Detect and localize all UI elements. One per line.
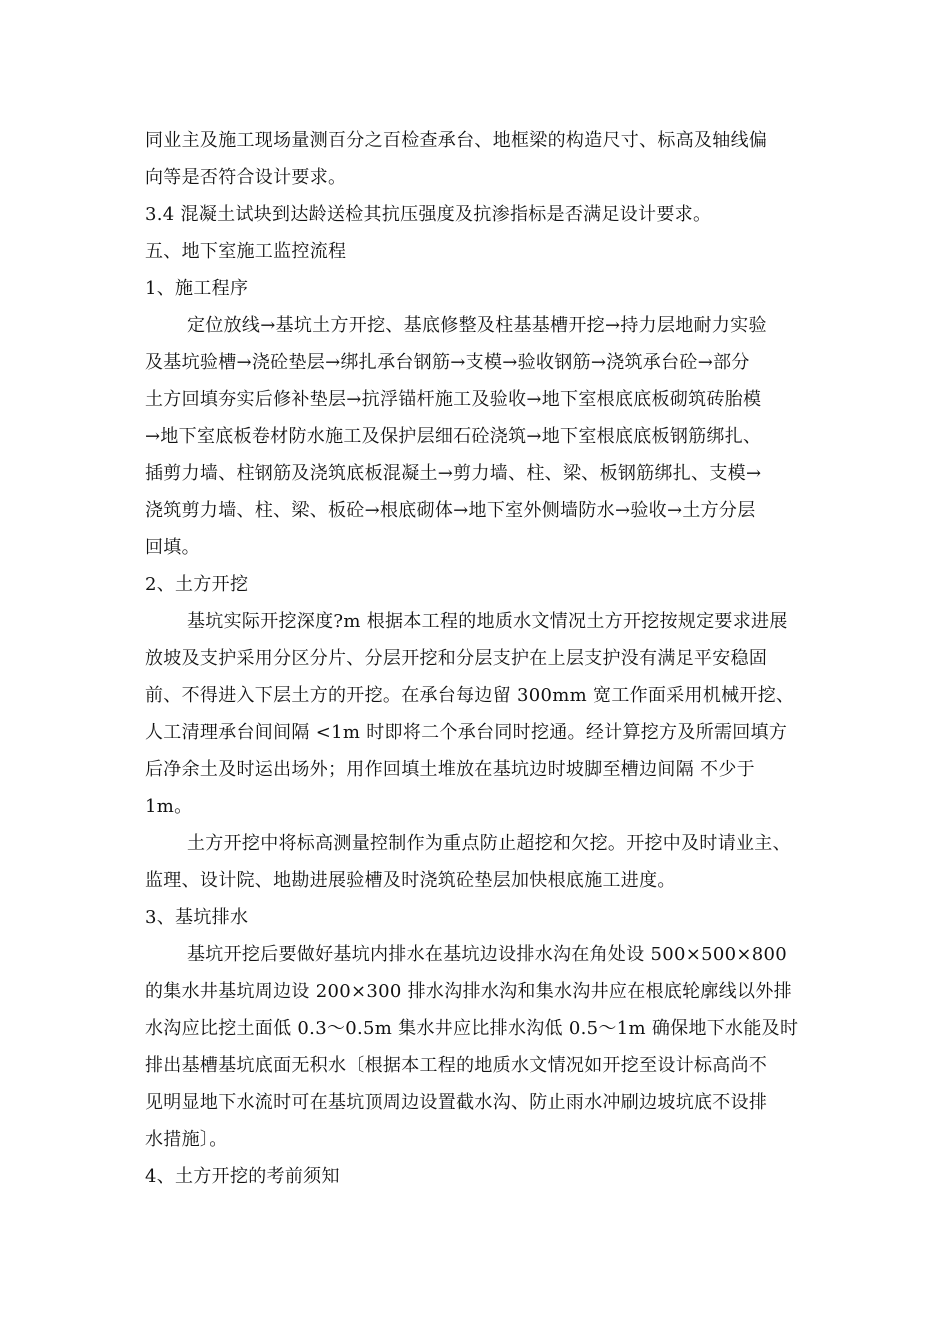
text-line: →地下室底板卷材防水施工及保护层细石砼浇筑→地下室根底底板钢筋绑扎、 bbox=[145, 426, 762, 447]
subsection-heading: 1、施工程序 bbox=[145, 278, 249, 299]
subsection-heading: 2、土方开挖 bbox=[145, 574, 249, 595]
text-line: 基坑开挖后要做好基坑内排水在基坑边设排水沟在角处设 500×500×800 bbox=[187, 944, 788, 965]
text-line: 的集水井基坑周边设 200×300 排水沟排水沟和集水沟井应在根底轮廓线以外排 bbox=[145, 981, 792, 1002]
text-line: 水措施〕。 bbox=[145, 1129, 228, 1150]
section-heading: 3.4 混凝土试块到达龄送检其抗压强度及抗渗指标是否满足设计要求。 bbox=[145, 204, 712, 225]
text-line: 排出基槽基坑底面无积水〔根据本工程的地质水文情况如开挖至设计标高尚不 bbox=[145, 1055, 768, 1076]
document-body bbox=[145, 122, 825, 1195]
text-line: 监理、设计院、地勘进展验槽及时浇筑砼垫层加快根底施工进度。 bbox=[145, 870, 676, 891]
text-line: 基坑实际开挖深度?m 根据本工程的地质水文情况土方开挖按规定要求进展 bbox=[187, 611, 788, 632]
text-line: 见明显地下水流时可在基坑顶周边设置截水沟、防止雨水冲刷边坡坑底不设排 bbox=[145, 1092, 768, 1113]
subsection-heading: 3、基坑排水 bbox=[145, 907, 249, 928]
text-line: 同业主及施工现场量测百分之百检查承台、地框梁的构造尺寸、标高及轴线偏 bbox=[145, 130, 768, 151]
text-line: 放坡及支护采用分区分片、分层开挖和分层支护在上层支护没有满足平安稳固 bbox=[145, 648, 768, 669]
section-heading: 五、地下室施工监控流程 bbox=[145, 241, 347, 262]
text-line: 后净余土及时运出场外；用作回填土堆放在基坑边时坡脚至槽边间隔 不少于 bbox=[145, 759, 755, 780]
text-line: 人工清理承台间间隔 <1m 时即将二个承台同时挖通。经计算挖方及所需回填方 bbox=[145, 722, 788, 743]
text-line: 土方开挖中将标高测量控制作为重点防止超挖和欠挖。开挖中及时请业主、 bbox=[187, 833, 791, 854]
text-line: 水沟应比挖土面低 0.3～0.5m 集水井应比排水沟低 0.5～1m 确保地下水能及时 bbox=[145, 1018, 799, 1039]
text-line: 及基坑验槽→浇砼垫层→绑扎承台钢筋→支模→验收钢筋→浇筑承台砼→部分 bbox=[145, 352, 750, 373]
subsection-heading: 4、土方开挖的考前须知 bbox=[145, 1166, 340, 1187]
text-line: 回填。 bbox=[145, 537, 200, 558]
text-line: 定位放线→基坑土方开挖、基底修整及柱基基槽开挖→持力层地耐力实验 bbox=[187, 315, 767, 336]
text-line: 前、不得进入下层土方的开挖。在承台每边留 300mm 宽工作面采用机械开挖、 bbox=[145, 685, 795, 706]
text-line: 向等是否符合设计要求。 bbox=[145, 167, 347, 188]
text-line: 土方回填夯实后修补垫层→抗浮锚杆施工及验收→地下室根底底板砌筑砖胎模 bbox=[145, 389, 762, 410]
text-line: 浇筑剪力墙、柱、梁、板砼→根底砌体→地下室外侧墙防水→验收→土方分层 bbox=[145, 500, 756, 521]
text-line: 1m。 bbox=[145, 796, 193, 817]
text-line: 插剪力墙、柱钢筋及浇筑底板混凝土→剪力墙、柱、梁、板钢筋绑扎、支模→ bbox=[145, 463, 762, 484]
